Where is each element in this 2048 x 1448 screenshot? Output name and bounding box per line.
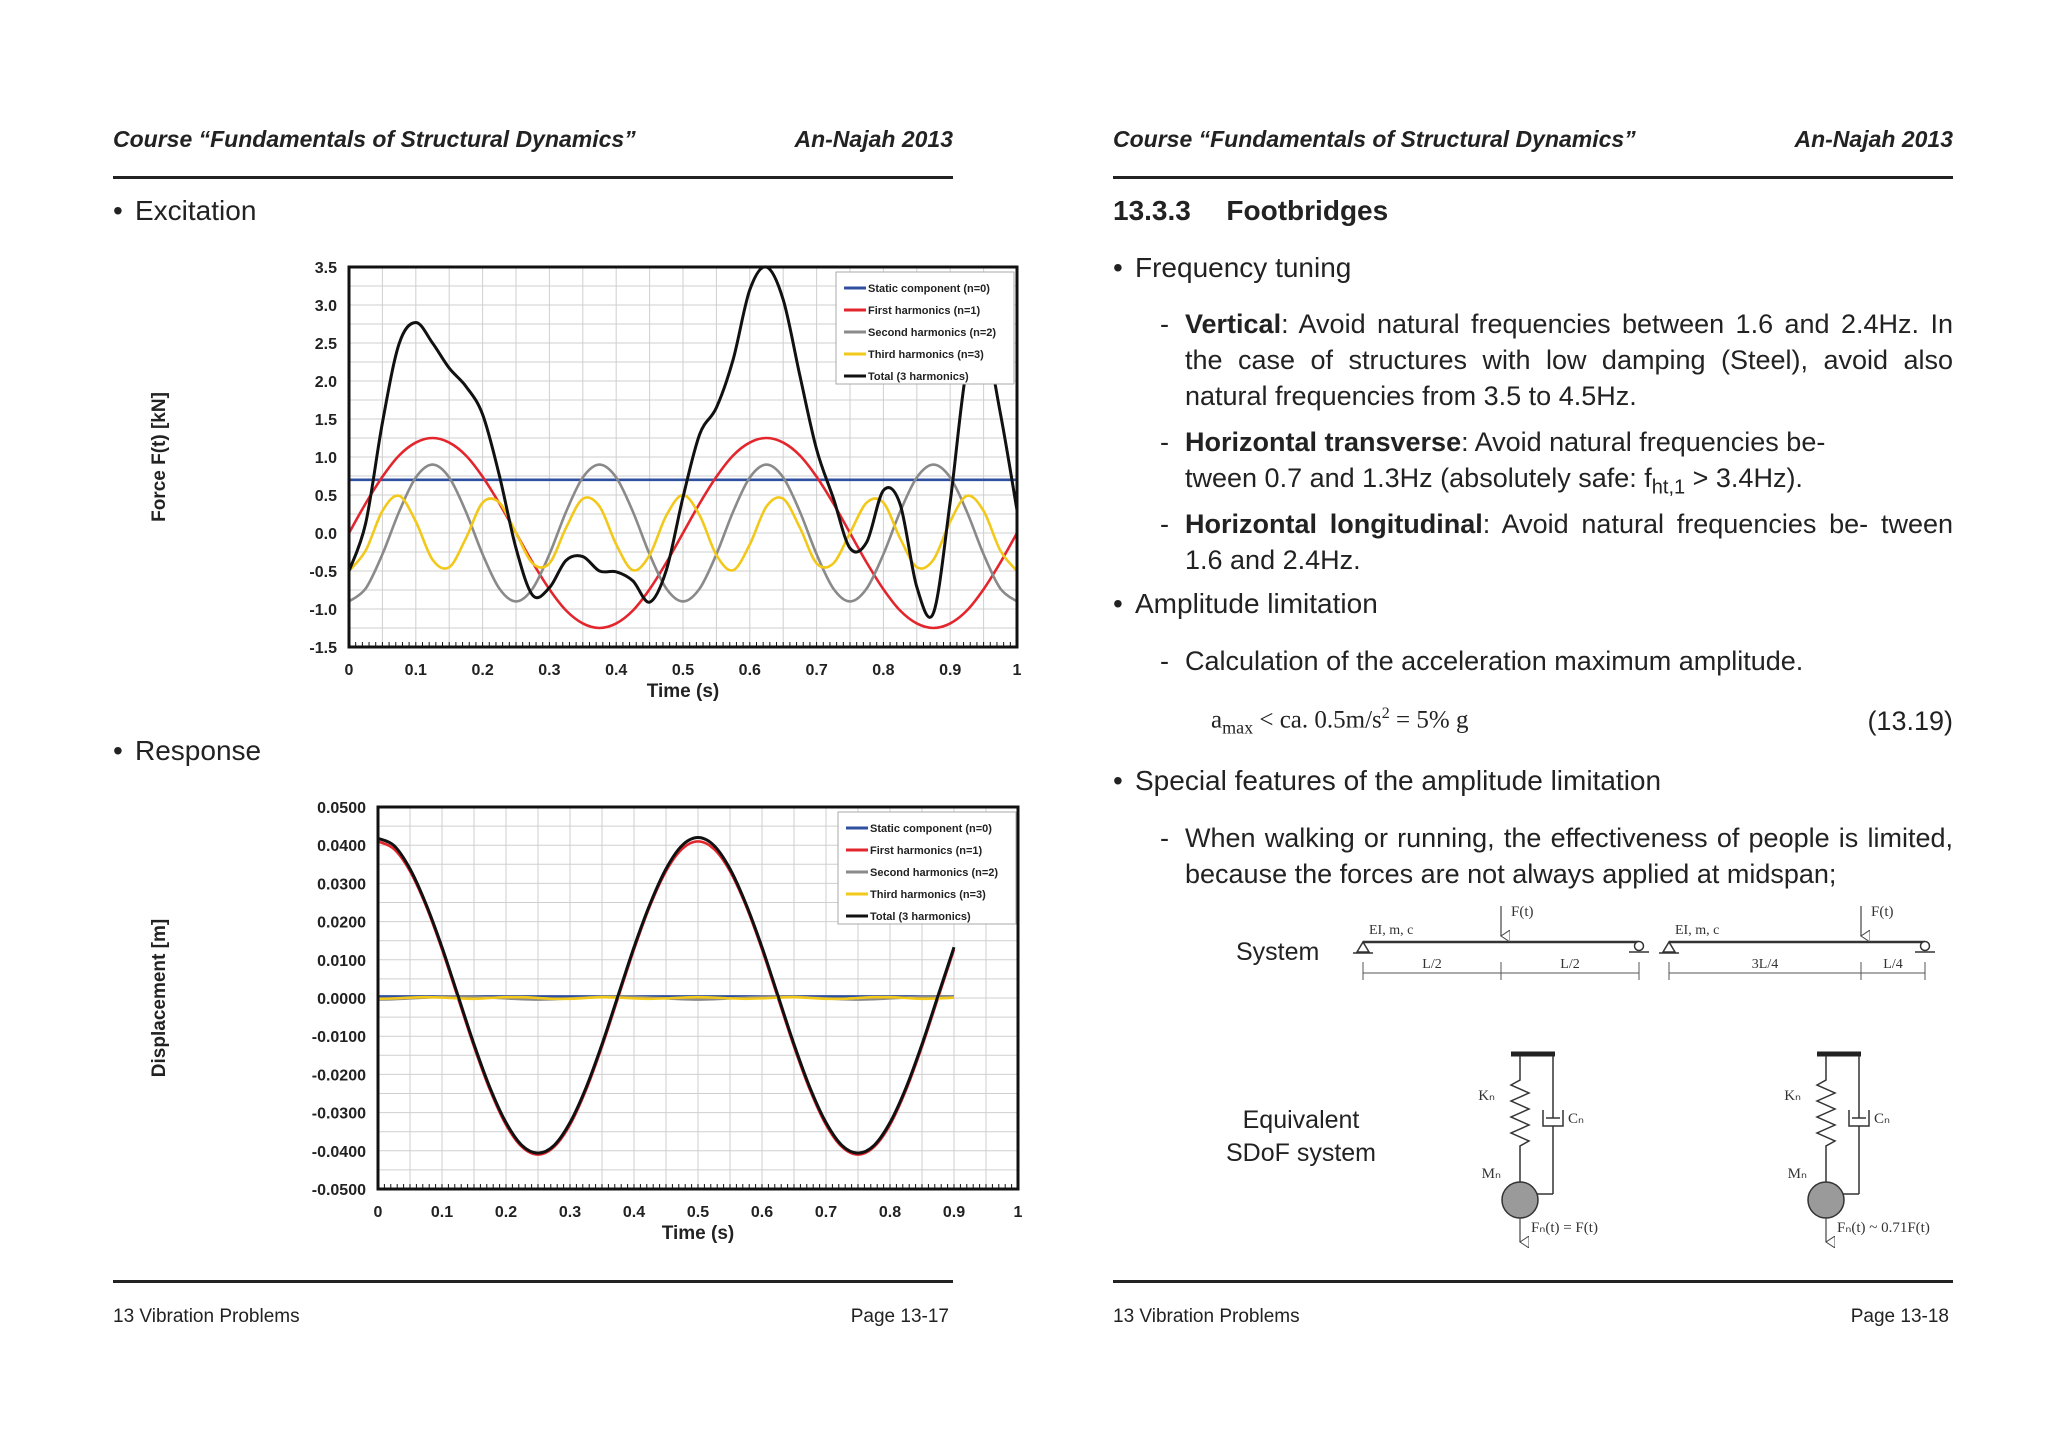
sdof-1-m-label: Mₙ [1481, 1166, 1501, 1182]
sdof-2-mass [1808, 1182, 1844, 1218]
label-system: System [1236, 938, 1320, 966]
y-tick-label: -0.0200 [311, 1067, 366, 1085]
page-footer [113, 1306, 953, 1328]
legend-label: Third harmonics (n=3) [870, 889, 986, 901]
y-tick-label: -1.0 [309, 602, 337, 619]
equation-13-19: $a_{max}$ < ca. $0.5m/s^2 = 5\%$ g [1211, 705, 1469, 738]
y-tick-label: 0.5 [314, 488, 337, 505]
beam-1-dim-right: L/2 [1560, 957, 1580, 972]
x-tick-label: 0.6 [750, 1204, 774, 1221]
beam-2-props: EI, m, c [1675, 923, 1720, 938]
y-tick-label: -0.5 [309, 564, 337, 581]
item-walking: - When walking or running, the effectiveness of people is limited, because the forces are not always applied at midspan; [1160, 823, 1953, 889]
response-chart [143, 795, 1023, 1255]
left-page [113, 0, 1023, 1448]
x-axis-label: Time (s) [646, 681, 720, 702]
section-heading [1113, 195, 1388, 227]
legend-label: Second harmonics (n=2) [868, 327, 997, 339]
y-tick-label: 0.0300 [317, 876, 366, 894]
x-tick-label: 0.2 [494, 1204, 518, 1221]
x-tick-label: 0.7 [814, 1204, 838, 1221]
y-tick-label: 3.0 [314, 298, 337, 315]
x-tick-label: 0.2 [471, 662, 494, 679]
x-tick-label: 0.9 [939, 662, 962, 679]
x-tick-label: 0.4 [605, 662, 628, 679]
y-tick-label: 3.5 [314, 260, 337, 277]
course-title: Course “Fundamentals of Structural Dynamics” [113, 126, 636, 152]
legend [836, 272, 1014, 384]
x-axis-label: Time (s) [661, 1223, 735, 1244]
y-tick-label: 2.0 [314, 374, 337, 391]
sdof-1-spring [1511, 1056, 1529, 1186]
beam-2-roller-support [1921, 942, 1930, 951]
beam-1 [1353, 904, 1649, 980]
y-tick-label: -0.0300 [311, 1105, 366, 1123]
page-header [113, 126, 953, 153]
legend-label: Total (3 harmonics) [868, 371, 969, 383]
beam-1-pin-support [1357, 942, 1369, 952]
legend-label: Second harmonics (n=2) [870, 867, 999, 879]
sdof-2-m-label: Mₙ [1787, 1166, 1807, 1182]
y-tick-label: 1.0 [314, 450, 337, 467]
section-number: 13.3.3 [1113, 195, 1191, 226]
x-tick-label: 1 [1013, 1204, 1023, 1221]
y-tick-label: 0.0200 [317, 914, 366, 932]
footer-rule [113, 1280, 953, 1283]
x-tick-label: 0.3 [538, 662, 561, 679]
sdof-2 [1784, 1054, 1930, 1242]
x-tick-label: 0 [373, 1204, 383, 1221]
right-page [1113, 0, 1953, 1448]
beam-2-dim-right: L/4 [1883, 957, 1903, 972]
x-tick-label: 0.3 [558, 1204, 582, 1221]
sdof-1-k-label: Kₙ [1478, 1088, 1495, 1104]
footer-chapter: 13 Vibration Problems [113, 1306, 300, 1327]
beam-1-force-label: F(t) [1511, 904, 1534, 920]
legend-label: First harmonics (n=1) [868, 305, 981, 317]
sdof-1-c-label: Cₙ [1568, 1111, 1584, 1127]
item-calculation: - Calculation of the acceleration maximum amplitude. [1160, 646, 1804, 676]
x-tick-label: 0.9 [942, 1204, 966, 1221]
item-horizontal-transverse: - Horizontal transverse: Avoid natural frequencies be- tween 0.7 and 1.3Hz (absolutely safe: $f_{ht,1} > 3.4Hz$). [1160, 427, 1826, 499]
legend-label: Total (3 harmonics) [870, 911, 971, 923]
page-header [1113, 126, 1953, 153]
equation-number: (13.19) [1867, 706, 1953, 736]
footer-page-number: Page 13-18 [1850, 1306, 1949, 1327]
legend-label: Third harmonics (n=3) [868, 349, 984, 361]
y-tick-label: -0.0400 [311, 1143, 366, 1161]
sdof-1 [1478, 1054, 1598, 1242]
course-title: Course “Fundamentals of Structural Dynamics” [1113, 126, 1636, 152]
x-tick-label: 1 [1012, 662, 1022, 679]
y-tick-label: 0.0100 [317, 952, 366, 970]
x-tick-label: 0.1 [404, 662, 427, 679]
legend-label: Static component (n=0) [870, 823, 992, 835]
legend-label: Static component (n=0) [868, 283, 990, 295]
y-tick-label: 1.5 [314, 412, 337, 429]
x-tick-label: 0.4 [622, 1204, 646, 1221]
y-axis-label: Force F(t) [kN] [149, 392, 170, 522]
header-rule [113, 176, 953, 179]
x-tick-label: 0.8 [872, 662, 895, 679]
bullet-response: • Response [113, 735, 262, 766]
x-tick-label: 0.1 [430, 1204, 454, 1221]
sdof-2-spring [1817, 1056, 1835, 1186]
y-tick-label: 0.0400 [317, 838, 366, 856]
bullet-amplitude-limitation: • Amplitude limitation [1113, 588, 1378, 619]
excitation-chart [143, 255, 1022, 715]
x-tick-label: 0.8 [878, 1204, 902, 1221]
x-tick-label: 0 [344, 662, 354, 679]
x-tick-label: 0.5 [686, 1204, 710, 1221]
beam-2-force-label: F(t) [1871, 904, 1894, 920]
beam-1-props: EI, m, c [1369, 923, 1414, 938]
beam-2 [1659, 904, 1935, 980]
y-tick-label: -0.0500 [311, 1182, 366, 1199]
item-vertical: - Vertical: Avoid natural frequencies between 1.6 and 2.4Hz. In the case of structures with low damping (Steel), avoid also natural frequencies from 3.5 to 4.5Hz. [1160, 309, 1953, 411]
institution: An-Najah 2013 [794, 126, 953, 152]
page-footer [1113, 1306, 1953, 1328]
bullet-special-features: • Special features of the amplitude limitation [1113, 765, 1662, 796]
beam-1-roller-support [1635, 942, 1644, 951]
item-horizontal-longitudinal: - Horizontal longitudinal: Avoid natural frequencies be- tween 1.6 and 2.4Hz. [1160, 509, 1953, 575]
series-line-4 [378, 997, 954, 999]
y-tick-label: -1.5 [309, 640, 337, 657]
bullet-frequency-tuning: • Frequency tuning [1113, 252, 1352, 283]
y-tick-label: 2.5 [314, 336, 337, 353]
y-tick-label: -0.0100 [311, 1029, 366, 1047]
sdof-2-c-label: Cₙ [1874, 1111, 1890, 1127]
x-tick-label: 0.7 [805, 662, 828, 679]
sdof-2-force-label: Fₙ(t) ~ 0.71F(t) [1837, 1220, 1930, 1236]
x-tick-label: 0.6 [738, 662, 761, 679]
footer-page-number: Page 13-17 [850, 1306, 949, 1327]
y-axis-label: Displacement [m] [149, 918, 170, 1078]
section-title: Footbridges [1226, 195, 1389, 226]
sdof-2-k-label: Kₙ [1784, 1088, 1801, 1104]
beam-2-pin-support [1663, 942, 1675, 952]
x-tick-label: 0.5 [671, 662, 695, 679]
y-tick-label: 0.0000 [317, 991, 366, 1008]
beam-1-dim-left: L/2 [1422, 957, 1442, 972]
footer-rule [1113, 1280, 1953, 1283]
sdof-1-force-label: Fₙ(t) = F(t) [1531, 1220, 1598, 1236]
header-rule [1113, 176, 1953, 179]
system-diagram [1353, 900, 1953, 1260]
y-tick-label: 0.0500 [317, 800, 366, 817]
footer-chapter: 13 Vibration Problems [1113, 1306, 1300, 1327]
y-tick-label: 0.0 [314, 526, 337, 543]
institution: An-Najah 2013 [1794, 126, 1953, 152]
beam-2-dim-left: 3L/4 [1751, 957, 1779, 972]
label-equivalent-sdof: Equivalent SDoF system [1225, 1106, 1377, 1167]
legend [838, 812, 1016, 924]
sdof-1-mass [1502, 1182, 1538, 1218]
bullet-excitation: • Excitation [113, 195, 257, 226]
legend-label: First harmonics (n=1) [870, 845, 983, 857]
